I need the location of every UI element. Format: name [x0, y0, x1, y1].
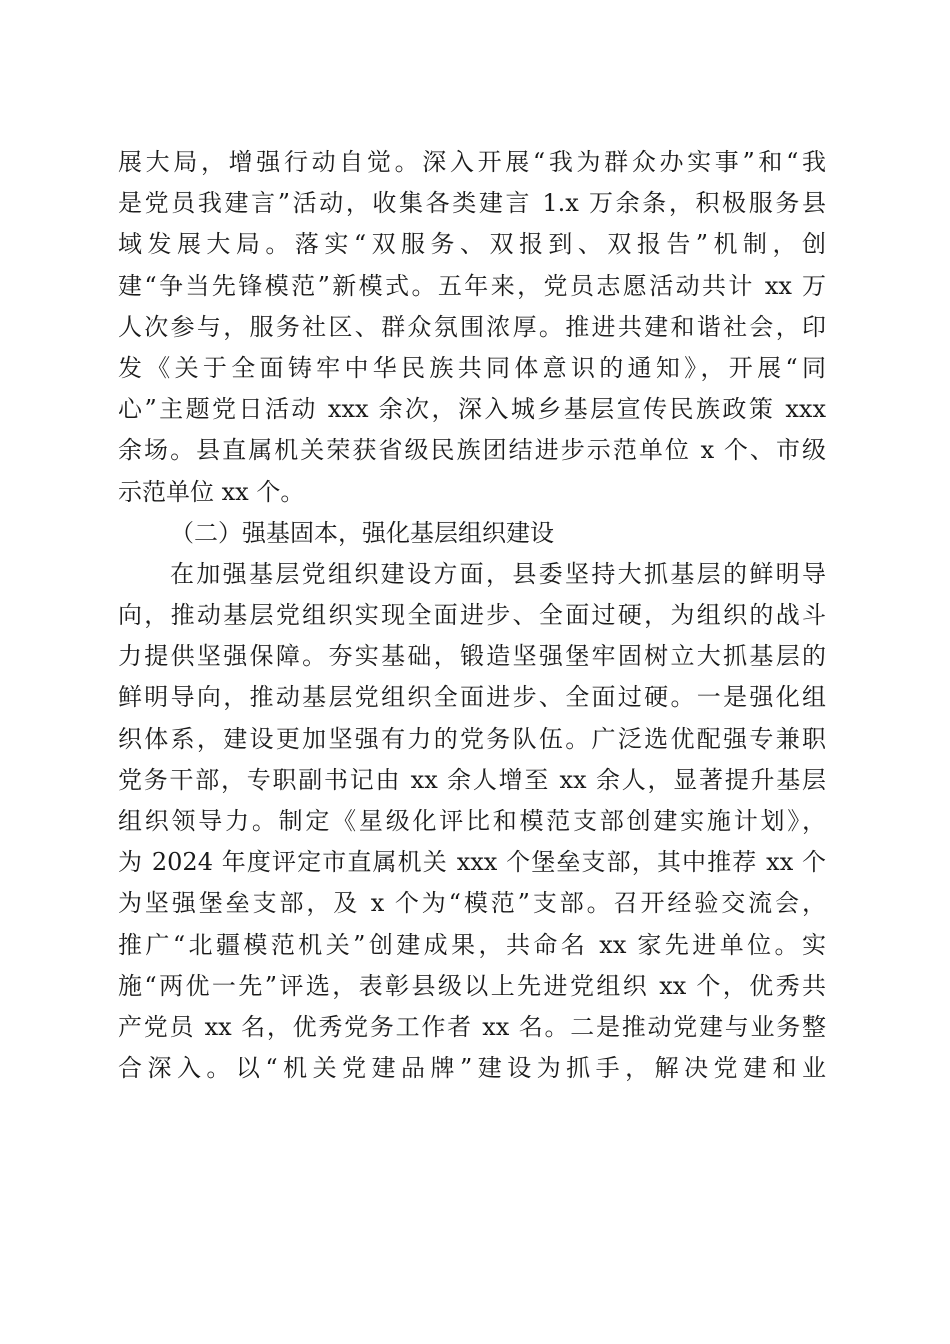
text-line: 织体系，建设更加坚强有力的党务队伍。广泛选优配强专兼职	[118, 724, 826, 753]
section-heading: （二）强基固本，强化基层组织建设	[170, 518, 554, 547]
text-line: 力提供坚强保障。夯实基础，锻造坚强堡牢固树立大抓基层的	[118, 642, 826, 671]
text-line: 产党员 xx 名，优秀党务工作者 xx 名。二是推动党建与业务整	[118, 1012, 826, 1041]
text-line: 鲜明导向，推动基层党组织全面进步、全面过硬。一是强化组	[118, 683, 826, 712]
text-line: 为 2024 年度评定市直属机关 xxx 个堡垒支部，其中推荐 xx 个	[118, 848, 826, 877]
text-line: 组织领导力。制定《星级化评比和模范支部创建实施计划》，	[118, 807, 826, 835]
text-line: 在加强基层党组织建设方面，县委坚持大抓基层的鲜明导	[170, 559, 826, 588]
text-line: 推广“北疆模范机关”创建成果，共命名 xx 家先进单位。实	[118, 930, 826, 959]
text-line: 示范单位 xx 个。	[118, 477, 305, 506]
text-line: 合深入。以“机关党建品牌”建设为抓手，解决党建和业	[118, 1054, 826, 1083]
text-line: 余场。县直属机关荣获省级民族团结进步示范单位 x 个、市级	[118, 436, 826, 465]
text-line: 心”主题党日活动 xxx 余次，深入城乡基层宣传民族政策 xxx	[118, 395, 826, 424]
text-line: 域发展大局。落实“双服务、双报到、双报告”机制，创	[118, 230, 826, 259]
text-line: 向，推动基层党组织实现全面进步、全面过硬，为组织的战斗	[118, 601, 826, 630]
text-line: 施“两优一先”评选，表彰县级以上先进党组织 xx 个，优秀共	[118, 971, 826, 1000]
text-line: 展大局，增强行动自觉。深入开展“我为群众办实事”和“我	[118, 148, 826, 176]
text-line: 建“争当先锋模范”新模式。五年来，党员志愿活动共计 xx 万	[118, 271, 826, 300]
paragraph-main	[118, 554, 826, 1089]
text-line: 党务干部，专职副书记由 xx 余人增至 xx 余人，显著提升基层	[118, 765, 826, 794]
text-line: 是党员我建言”活动，收集各类建言 1.x 万余条，积极服务县	[118, 189, 826, 218]
document-body	[118, 142, 826, 1089]
text-line: 人次参与，服务社区、群众氛围浓厚。推进共建和谐社会，印	[118, 312, 826, 341]
paragraph-continued	[118, 142, 826, 513]
text-line: 发《关于全面铸牢中华民族共同体意识的通知》，开展“同	[118, 353, 826, 382]
text-line: 为坚强堡垒支部，及 x 个为“模范”支部。召开经验交流会，	[118, 889, 826, 918]
